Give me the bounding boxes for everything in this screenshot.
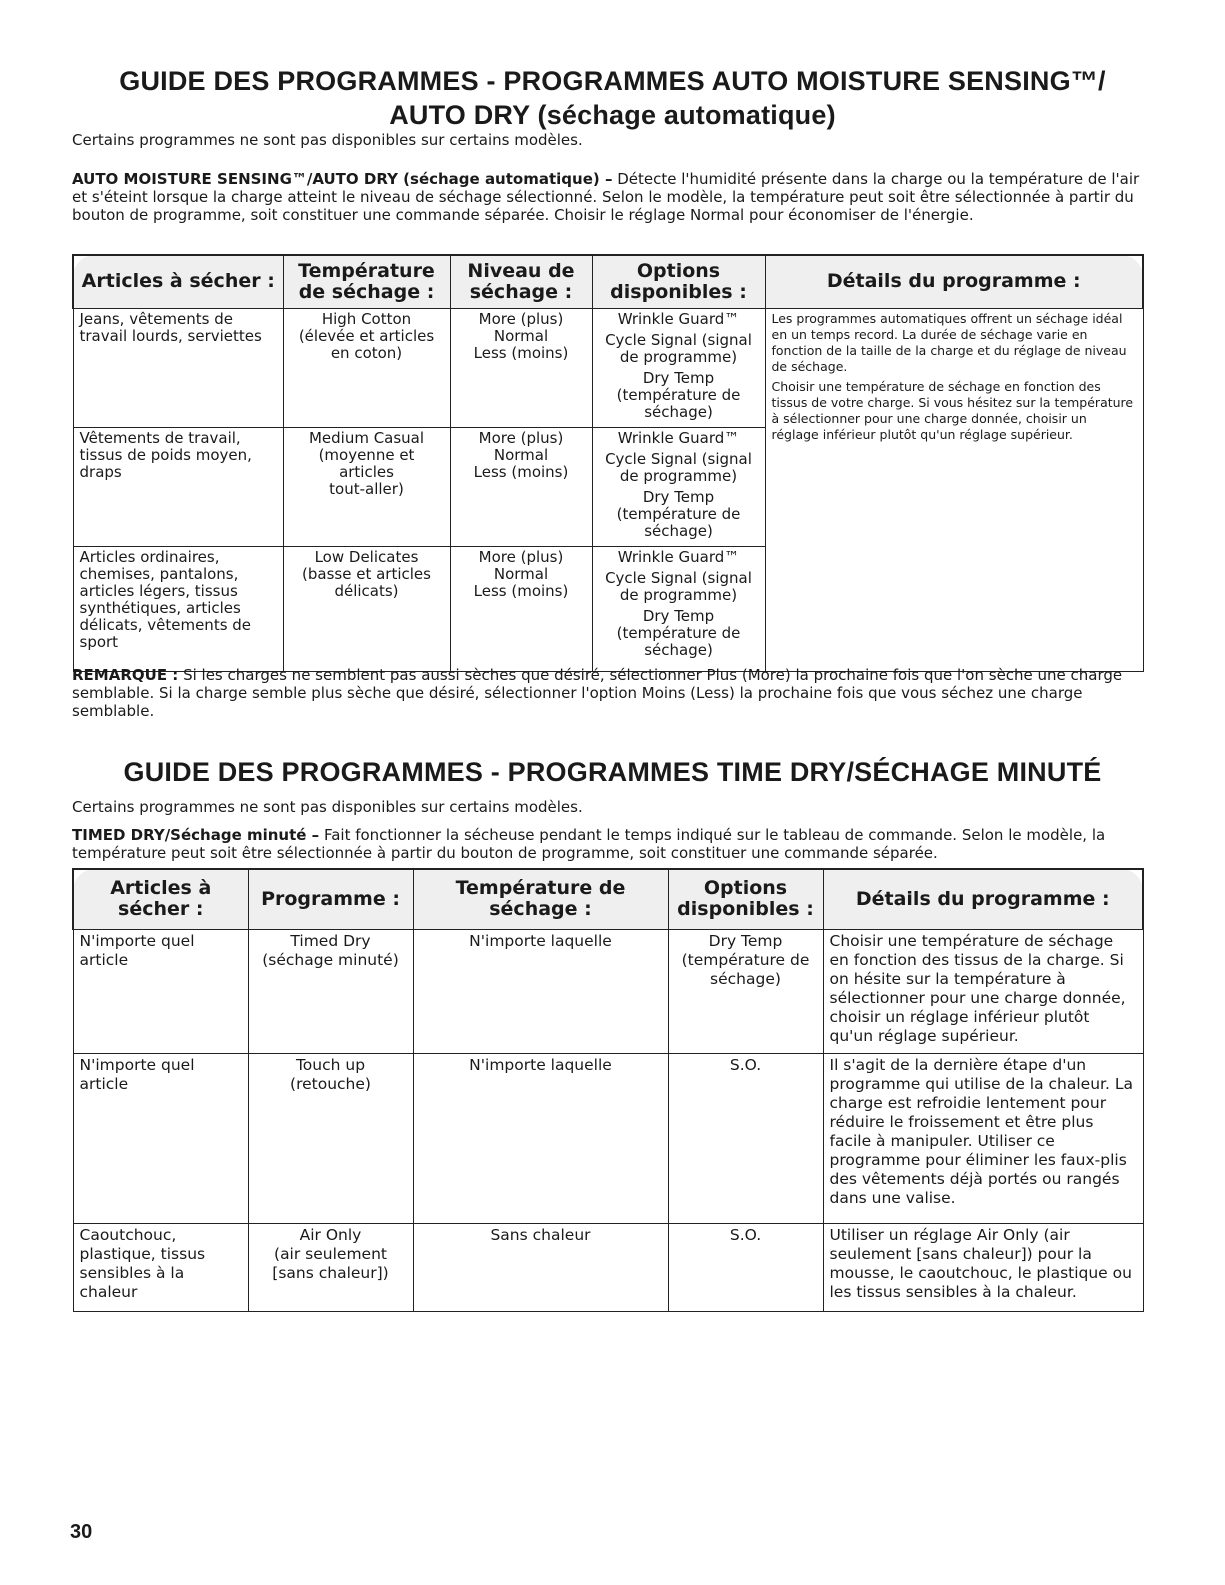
row-temperature <box>283 546 450 671</box>
timed-header-details: Détails du programme : <box>823 869 1143 929</box>
level-item: More (plus) <box>478 428 564 447</box>
program-name: Timed Dry <box>290 931 371 950</box>
row-options <box>592 546 765 671</box>
option-item: Dry Temp (température de séchage) <box>616 368 741 421</box>
auto-intro-label: AUTO MOISTURE SENSING™/AUTO DRY (séchage automatique) – <box>72 170 613 188</box>
level-item: Normal <box>493 564 549 583</box>
temp-desc: en coton) <box>330 343 403 362</box>
level-item: Normal <box>493 445 549 464</box>
auto-header-level: Niveau de séchage : <box>450 255 592 308</box>
timed-header-temperature: Température de séchage : <box>413 869 668 929</box>
row-articles: Jeans, vêtements de travail lourds, serviettes <box>73 308 283 427</box>
temp-desc: (élevée et articles <box>298 326 435 345</box>
option-item: Wrinkle Guard™ <box>617 547 740 566</box>
auto-programs-table <box>72 254 1144 672</box>
table-row <box>73 1223 1143 1311</box>
row-options: S.O. <box>668 1053 823 1223</box>
temp-desc: (moyenne et articles <box>318 445 415 481</box>
row-details: Il s'agit de la dernière étape d'un programme qui utilise de la chaleur. La charge est refroidie lentement pour réduire le froissement et être plus facile à manipuler. Utiliser ce programme pour éliminer les faux-plis des vêtements déjà portés ou rangés dans une valise. <box>823 1053 1143 1223</box>
temp-name: Medium Casual <box>308 428 425 447</box>
option-item: Wrinkle Guard™ <box>617 428 740 447</box>
row-level <box>450 308 592 427</box>
row-level <box>450 427 592 546</box>
timed-intro <box>72 826 1152 862</box>
temp-desc: délicats) <box>334 581 399 600</box>
row-program <box>248 1223 413 1311</box>
level-item: More (plus) <box>478 309 564 328</box>
program-desc: (séchage minuté) <box>262 950 399 969</box>
option-item: Cycle Signal (signal de programme) <box>605 449 752 485</box>
row-level <box>450 546 592 671</box>
auto-title-line1: GUIDE DES PROGRAMMES - PROGRAMMES AUTO MOISTURE SENSING™/ <box>119 66 1106 96</box>
option-item: Cycle Signal (signal de programme) <box>605 330 752 366</box>
timed-section-title: GUIDE DES PROGRAMMES - PROGRAMMES TIME DRY/SÉCHAGE MINUTÉ <box>123 757 1102 787</box>
temp-name: High Cotton <box>321 309 412 328</box>
option-item: Dry Temp (température de séchage) <box>616 487 741 540</box>
row-temperature <box>283 427 450 546</box>
row-temperature: N'importe laquelle <box>413 1053 668 1223</box>
details-paragraph: Les programmes automatiques offrent un séchage idéal en un temps record. La durée de séchage varie en fonction de la taille de la charge et du réglage de niveau de séchage. <box>771 310 1127 374</box>
row-articles: Caoutchouc, plastique, tissus sensibles à la chaleur <box>73 1223 248 1311</box>
auto-intro <box>72 170 1152 224</box>
option-item: Dry Temp (température de séchage) <box>616 606 741 659</box>
timed-header-program: Programme : <box>248 869 413 929</box>
row-options <box>592 308 765 427</box>
remark-text: Si les charges ne semblent pas aussi sèches que désiré, sélectionner Plus (More) la prochaine fois que l'on sèche une charge semblable. Si la charge semble plus sèche que désiré, sélectionner l'option Moins (Less) la prochaine fois que vous séchez une charge semblable. <box>72 666 1123 720</box>
auto-header-temperature: Température de séchage : <box>283 255 450 308</box>
auto-section-title <box>60 64 1165 132</box>
timed-intro-text: Fait fonctionner la sécheuse pendant le temps indiqué sur le tableau de commande. Selon le modèle, la température peut soit être sélectionnée à partir du bouton de programme, soit constituer une commande séparée. <box>72 826 1106 862</box>
page-number: 30 <box>70 1521 93 1543</box>
temp-desc: (basse et articles <box>302 564 431 583</box>
row-articles: Articles ordinaires, chemises, pantalons, articles légers, tissus synthétiques, articles délicats, vêtements de sport <box>73 546 283 671</box>
level-item: More (plus) <box>478 547 564 566</box>
program-name: Touch up <box>295 1055 366 1074</box>
timed-intro-label: TIMED DRY/Séchage minuté – <box>72 826 320 844</box>
row-options <box>592 427 765 546</box>
option-item: Wrinkle Guard™ <box>617 309 740 328</box>
row-articles: N'importe quel article <box>73 1053 248 1223</box>
temp-name: Low Delicates <box>314 547 419 566</box>
auto-header-details: Détails du programme : <box>765 255 1143 308</box>
option-item: Cycle Signal (signal de programme) <box>605 568 752 604</box>
row-temperature <box>283 308 450 427</box>
row-temperature: N'importe laquelle <box>413 929 668 1053</box>
row-details: Choisir une température de séchage en fonction des tissus de la charge. Si on hésite sur la température à sélectionner pour une charge donnée, choisir un réglage inférieur plutôt qu'un réglage supérieur. <box>823 929 1143 1053</box>
details-paragraph: Choisir une température de séchage en fonction des tissus de votre charge. Si vous hésitez sur la température à sélectionner pour une charge donnée, choisir un réglage inférieur plutôt qu'un réglage supérieur. <box>771 378 1134 442</box>
row-articles: Vêtements de travail, tissus de poids moyen, draps <box>73 427 283 546</box>
row-details: Utiliser un réglage Air Only (air seulement [sans chaleur]) pour la mousse, le caoutchouc, le plastique ou les tissus sensibles à la chaleur. <box>823 1223 1143 1311</box>
timed-programs-table <box>72 868 1144 1312</box>
timed-models-note: Certains programmes ne sont pas disponibles sur certains modèles. <box>72 798 583 816</box>
timed-header-options: Options disponibles : <box>668 869 823 929</box>
program-desc: (air seulement <box>274 1244 387 1263</box>
row-program <box>248 1053 413 1223</box>
timed-header-articles: Articles à sécher : <box>73 869 248 929</box>
level-item: Less (moins) <box>473 581 569 600</box>
auto-intro-text: Détecte l'humidité présente dans la charge ou la température de l'air et s'éteint lorsque la charge atteint le niveau de séchage sélectionné. Selon le modèle, la température peut soit être sélectionnée à partir du bouton de programme, soit constituer une commande séparée. Choisir le réglage Normal pour économiser de l'énergie. <box>72 170 1140 224</box>
auto-models-note: Certains programmes ne sont pas disponibles sur certains modèles. <box>72 131 583 149</box>
program-desc: [sans chaleur]) <box>272 1263 389 1282</box>
auto-remark <box>72 666 1152 720</box>
table-row <box>73 1053 1143 1223</box>
level-item: Less (moins) <box>473 343 569 362</box>
level-item: Normal <box>493 326 549 345</box>
level-item: Less (moins) <box>473 462 569 481</box>
row-temperature: Sans chaleur <box>413 1223 668 1311</box>
row-options: Dry Temp (température de séchage) <box>668 929 823 1053</box>
table-row <box>73 929 1143 1053</box>
row-options: S.O. <box>668 1223 823 1311</box>
table-row <box>73 308 1143 427</box>
auto-header-options: Options disponibles : <box>592 255 765 308</box>
temp-desc: tout-aller) <box>329 479 404 498</box>
row-articles: N'importe quel article <box>73 929 248 1053</box>
program-desc: (retouche) <box>290 1074 371 1093</box>
auto-header-articles: Articles à sécher : <box>73 255 283 308</box>
row-program <box>248 929 413 1053</box>
auto-details <box>765 308 1143 671</box>
remark-label: REMARQUE : <box>72 666 179 684</box>
program-name: Air Only <box>299 1225 362 1244</box>
auto-title-line2: AUTO DRY (séchage automatique) <box>389 100 836 130</box>
